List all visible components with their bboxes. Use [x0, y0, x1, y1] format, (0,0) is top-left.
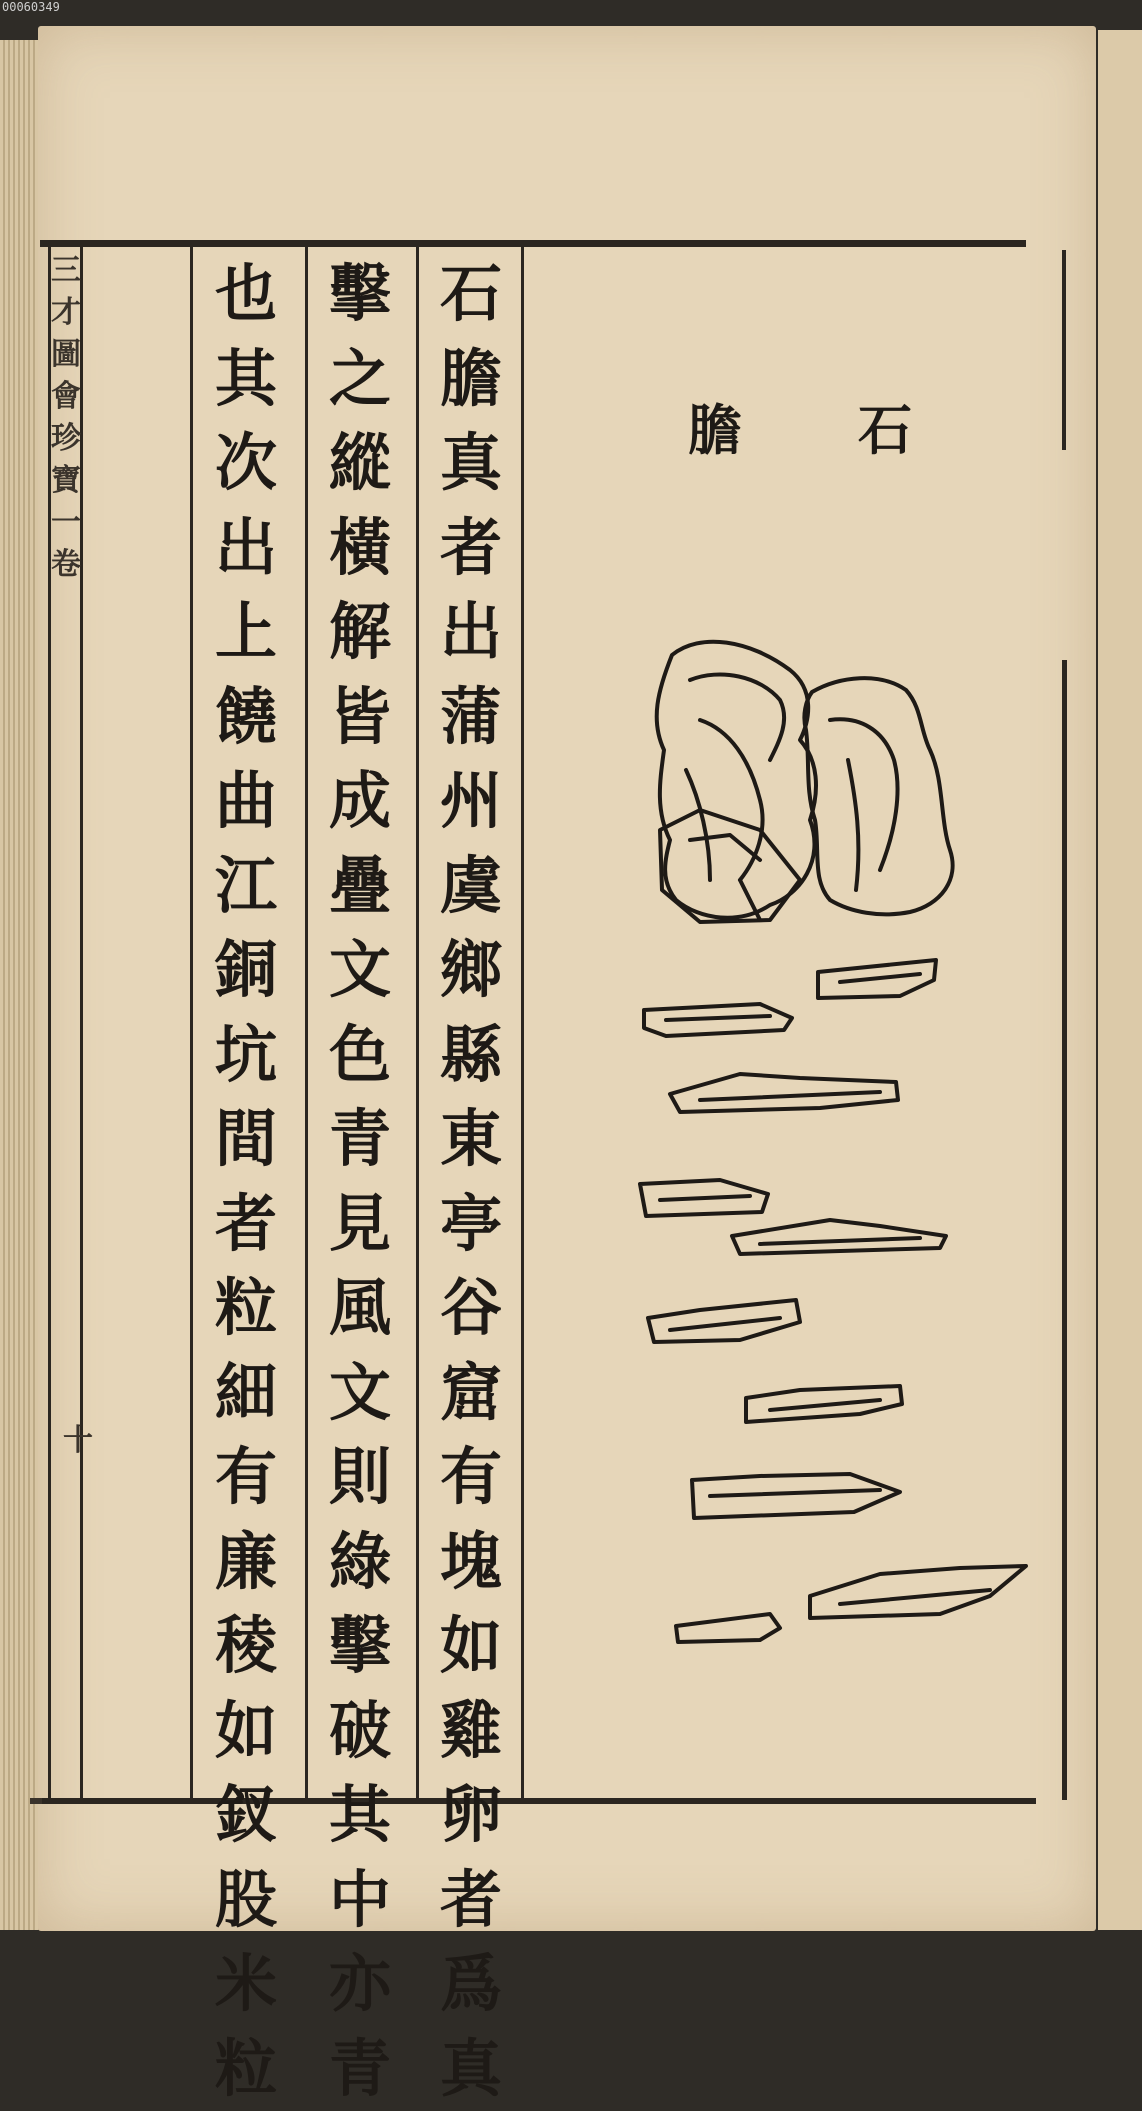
text-char: 廉	[215, 1520, 277, 1605]
text-char: 出	[440, 590, 502, 675]
text-char: 鄉	[440, 928, 502, 1013]
text-char: 東	[440, 1097, 502, 1182]
text-char: 間	[215, 1097, 277, 1182]
text-char: 亦	[329, 1942, 391, 2027]
text-char: 細	[215, 1351, 277, 1436]
text-char: 稜	[215, 1604, 277, 1689]
text-char: 卵	[440, 1773, 502, 1858]
text-char: 縣	[440, 1013, 502, 1098]
text-char: 銅	[215, 928, 277, 1013]
text-char: 有	[440, 1435, 502, 1520]
text-char: 有	[215, 1435, 277, 1520]
margin-char: 才	[48, 292, 84, 334]
margin-char: 圖	[48, 334, 84, 376]
title-char-2: 膽	[688, 388, 742, 465]
text-char: 饒	[215, 675, 277, 760]
text-char: 出	[215, 506, 277, 591]
text-char: 文	[329, 1351, 391, 1436]
text-char: 谷	[440, 1266, 502, 1351]
text-char: 其	[329, 1773, 391, 1858]
text-char: 者	[440, 506, 502, 591]
margin-char: 卷	[48, 544, 84, 586]
text-char: 虞	[440, 844, 502, 929]
text-char: 膽	[440, 337, 502, 422]
text-char: 窟	[440, 1351, 502, 1436]
text-char: 則	[329, 1435, 391, 1520]
text-char: 青	[329, 2027, 391, 2111]
margin-folio: 十	[60, 1420, 96, 1462]
title-char-1: 石	[858, 388, 912, 465]
margin-char: 珍	[48, 418, 84, 460]
text-char: 擊	[329, 1604, 391, 1689]
text-char: 坑	[215, 1013, 277, 1098]
text-char: 曲	[215, 759, 277, 844]
text-char: 蒲	[440, 675, 502, 760]
frame-left-edge	[30, 1798, 42, 1804]
text-char: 爲	[440, 1942, 502, 2027]
margin-char: 寶	[48, 460, 84, 502]
text-char: 股	[215, 1858, 277, 1943]
scan-id: 00060349	[2, 0, 60, 14]
text-char: 者	[440, 1858, 502, 1943]
text-char: 亭	[440, 1182, 502, 1267]
text-char: 青	[329, 1097, 391, 1182]
text-char: 見	[329, 1182, 391, 1267]
text-char: 橫	[329, 506, 391, 591]
text-char: 次	[215, 421, 277, 506]
margin-char: 一	[48, 502, 84, 544]
text-char: 米	[215, 1942, 277, 2027]
text-char: 雞	[440, 1689, 502, 1774]
margin-char: 會	[48, 376, 84, 418]
text-char: 中	[329, 1858, 391, 1943]
text-char: 者	[215, 1182, 277, 1267]
margin-char: 三	[48, 250, 84, 292]
text-char: 也	[215, 252, 277, 337]
text-char: 真	[440, 421, 502, 506]
text-char: 如	[215, 1689, 277, 1774]
text-char: 石	[440, 252, 502, 337]
text-char: 成	[329, 759, 391, 844]
text-char: 上	[215, 590, 277, 675]
text-char: 州	[440, 759, 502, 844]
text-char: 色	[329, 1013, 391, 1098]
text-char: 粒	[215, 2027, 277, 2111]
text-char: 釵	[215, 1773, 277, 1858]
text-char: 其	[215, 337, 277, 422]
text-char: 粒	[215, 1266, 277, 1351]
text-char: 如	[440, 1604, 502, 1689]
text-char: 皆	[329, 675, 391, 760]
text-char: 風	[329, 1266, 391, 1351]
text-char: 破	[329, 1689, 391, 1774]
text-char: 疊	[329, 844, 391, 929]
text-char: 江	[215, 844, 277, 929]
text-char: 解	[329, 590, 391, 675]
text-char: 縱	[329, 421, 391, 506]
text-char: 擊	[329, 252, 391, 337]
text-char: 綠	[329, 1520, 391, 1605]
text-char: 文	[329, 928, 391, 1013]
text-char: 塊	[440, 1520, 502, 1605]
text-char: 之	[329, 337, 391, 422]
text-char: 真	[440, 2027, 502, 2111]
